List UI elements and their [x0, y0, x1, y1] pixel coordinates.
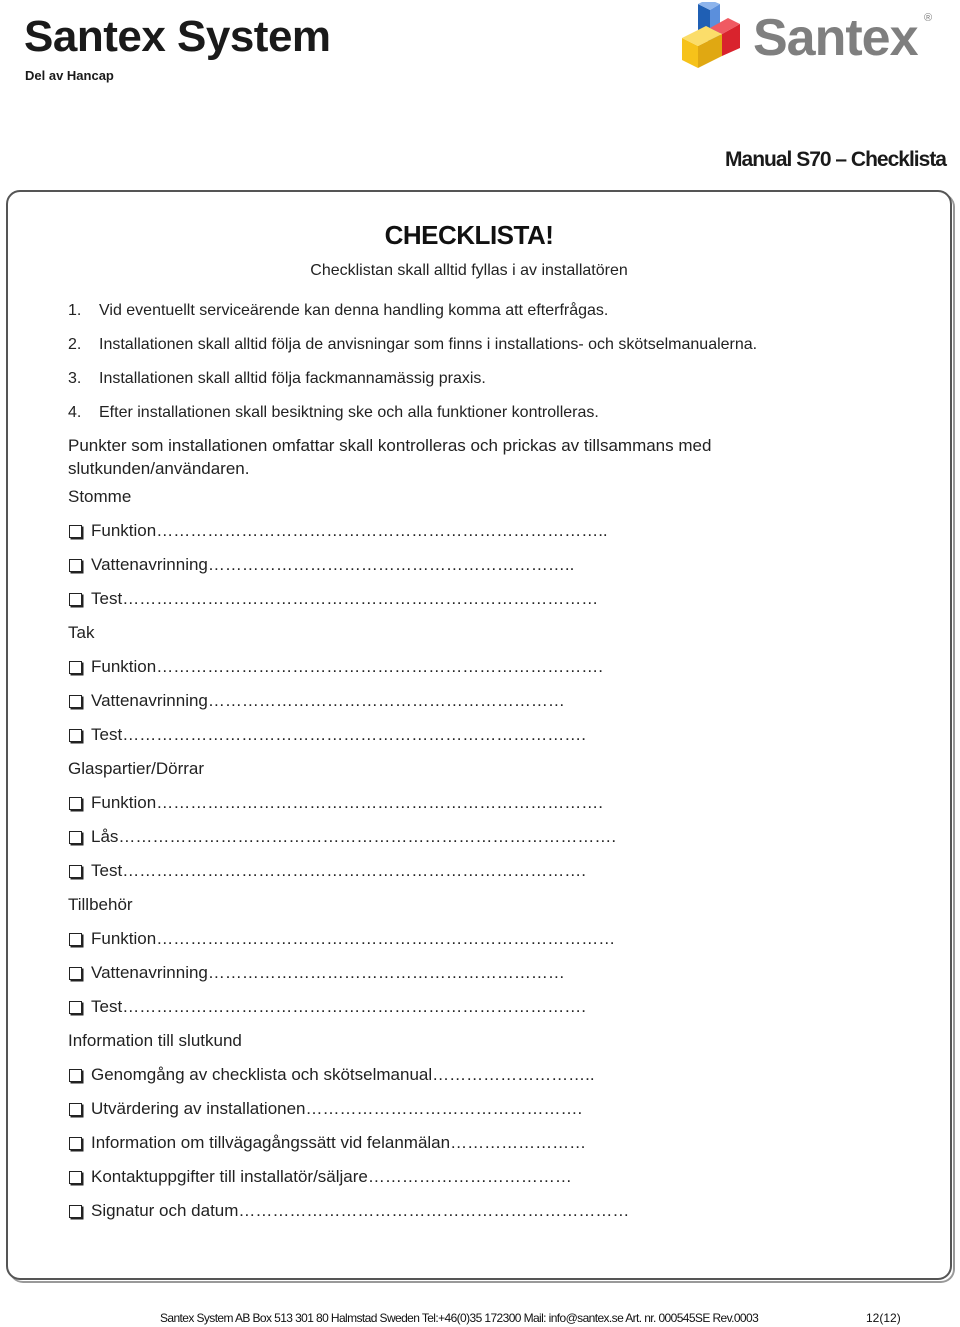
- checklist-row: Test ……………………………………………………………………….: [68, 718, 788, 752]
- section-title-tillbehor: Tillbehör: [68, 895, 133, 914]
- checkbox[interactable]: [69, 967, 82, 980]
- company-name: Santex System: [24, 12, 331, 61]
- checkbox[interactable]: [69, 1137, 82, 1150]
- company-subtitle: Del av Hancap: [25, 68, 114, 83]
- section-title-glaspartier: Glaspartier/Dörrar: [68, 759, 205, 778]
- rules-list: [68, 300, 757, 436]
- checklist-row: Test ……………………………………………………………………….: [68, 854, 788, 888]
- registered-mark: ®: [924, 12, 933, 24]
- checkbox[interactable]: [69, 1171, 82, 1184]
- checkbox[interactable]: [69, 797, 82, 810]
- santex-logo-mark: [678, 2, 752, 72]
- checkbox[interactable]: [69, 1069, 82, 1082]
- logo-wordmark: Santex: [753, 9, 918, 67]
- page-number: 12(12): [866, 1311, 901, 1325]
- checklist-row: Vattenavrinning ………………………………………………………: [68, 684, 788, 718]
- checkbox[interactable]: [69, 661, 82, 674]
- rule-item: 4. Efter installationen skall besiktning ske och alla funktioner kontrolleras.: [68, 404, 599, 421]
- checklist-row: Utvärdering av installationen ………………………………………….: [68, 1092, 788, 1126]
- checklist-row: Test …………………………………………………………………………: [68, 582, 788, 616]
- checklist-row: Genomgång av checklista och skötselmanual ………………………..: [68, 1058, 788, 1092]
- footer-contact: Santex System AB Box 513 301 80 Halmstad Sweden Tel:+46(0)35 172300 Mail: info@santex.se Art. nr. 000545SE Rev.0003: [160, 1311, 759, 1325]
- checkbox[interactable]: [69, 1205, 82, 1218]
- checklist-row: Funktion …………………………………………………………………….: [68, 786, 788, 820]
- checklist-subtitle: Checklistan skall alltid fyllas i av installatören: [310, 262, 628, 279]
- checklist-row: Vattenavrinning ………………………………………………………..: [68, 548, 788, 582]
- checklist-row: Signatur och datum ……………………………………………………………: [68, 1194, 788, 1228]
- checklist-row: Funktion …………………………………………………………………….: [68, 650, 788, 684]
- checklist-row: Kontaktuppgifter till installatör/säljare ………………………………: [68, 1160, 788, 1194]
- rule-item: 3. Installationen skall alltid följa fackmannamässig praxis.: [68, 370, 486, 387]
- checkbox[interactable]: [69, 865, 82, 878]
- section-title-stomme: Stomme: [68, 487, 132, 506]
- checkbox[interactable]: [69, 695, 82, 708]
- checklist-row: Funktion ……………………………………………………………………..: [68, 514, 788, 548]
- checklist-row: Vattenavrinning ………………………………………………………: [68, 956, 788, 990]
- checkbox[interactable]: [69, 593, 82, 606]
- rule-item: 1. Vid eventuellt serviceärende kan denna handling komma att efterfrågas.: [68, 302, 609, 319]
- intro-text: Punkter som installationen omfattar skall kontrolleras och prickas av tillsammans med slutkunden/användaren.: [68, 436, 712, 478]
- checklist-row: Lås …………………………………………………………………………….: [68, 820, 788, 854]
- checklist-content: [68, 434, 788, 1228]
- manual-title: Manual S70 – Checklista: [725, 148, 946, 171]
- checkbox[interactable]: [69, 525, 82, 538]
- checkbox[interactable]: [69, 559, 82, 572]
- rule-item: 2. Installationen skall alltid följa de anvisningar som finns i installations- och skötselmanualerna.: [68, 336, 758, 353]
- checkbox[interactable]: [69, 729, 82, 742]
- checkbox[interactable]: [69, 933, 82, 946]
- checklist-row: Funktion ………………………………………………………………………: [68, 922, 788, 956]
- checklist-row: Information om tillvägagångssätt vid felanmälan ……………………: [68, 1126, 788, 1160]
- checklist-row: Test ……………………………………………………………………….: [68, 990, 788, 1024]
- section-title-information: Information till slutkund: [68, 1031, 242, 1050]
- santex-logo: [678, 2, 940, 72]
- section-title-tak: Tak: [68, 623, 95, 642]
- checkbox[interactable]: [69, 831, 82, 844]
- checkbox[interactable]: [69, 1001, 82, 1014]
- checklist-title: CHECKLISTA!: [384, 220, 554, 250]
- checkbox[interactable]: [69, 1103, 82, 1116]
